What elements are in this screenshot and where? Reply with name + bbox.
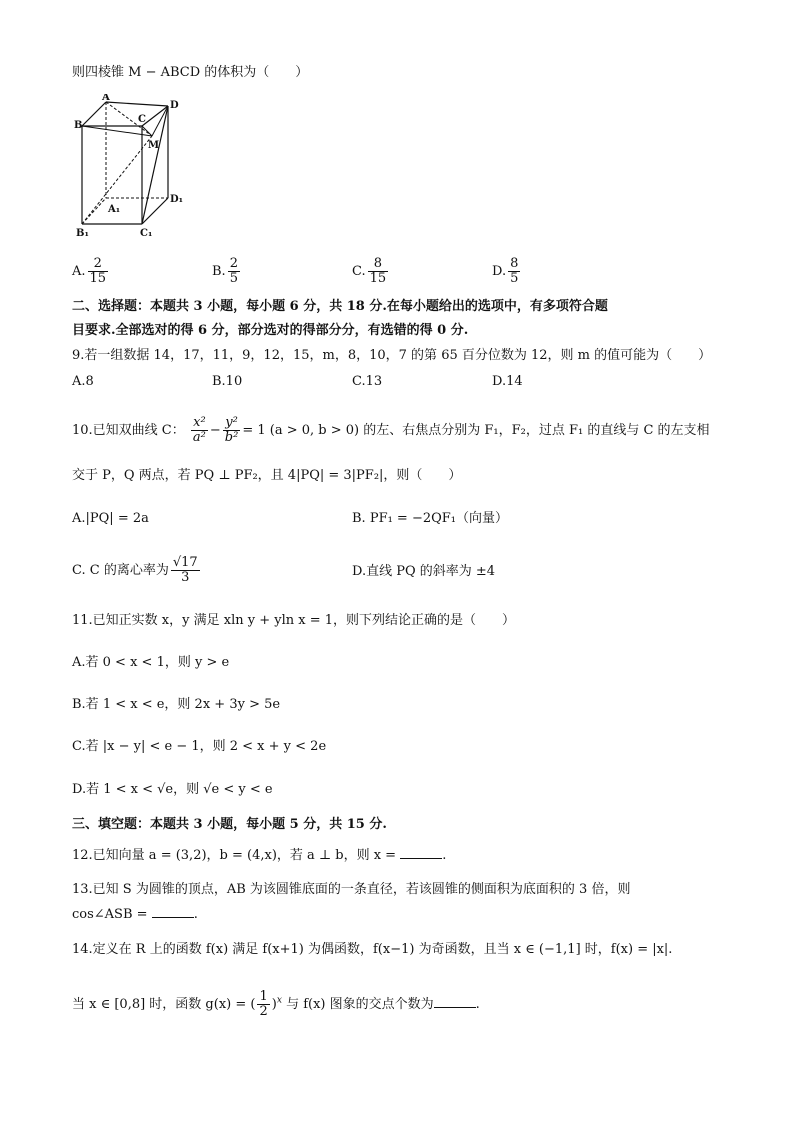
label-M: M — [148, 140, 160, 151]
section3-heading: 三、填空题：本题共 3 小题，每小题 5 分，共 15 分. — [72, 817, 387, 832]
q9-option-d: D.14 — [492, 374, 523, 389]
label-A1: A₁ — [108, 204, 121, 215]
q11-option-a: A.若 0 < x < 1，则 y > e — [72, 655, 230, 670]
q8-option-a: A. $\frac{2}{15}$ — [72, 256, 107, 286]
section2-heading-line2: 目要求.全部选对的得 6 分，部分选对的得部分分，有选错的得 0 分. — [72, 323, 469, 338]
q9-option-a: A.8 — [72, 374, 94, 389]
section2-heading-line1: 二、选择题：本题共 3 小题，每小题 6 分，共 18 分.在每小题给出的选项中，有多项符合题 — [72, 299, 608, 314]
q12-answer-blank[interactable] — [400, 846, 442, 859]
q9-option-b: B.10 — [212, 374, 243, 389]
q10-option-c: C. C 的离心率为 $\frac{√17}{3}$ — [72, 555, 198, 585]
q11-option-d: D.若 1 < x < √e，则 √e < y < e — [72, 782, 273, 797]
label-D1: D₁ — [170, 194, 184, 205]
y2-over-b2: $\frac{\text{y²}}{\text{b²}}$ — [224, 415, 239, 445]
q11-option-b: B.若 1 < x < e，则 2x + 3y > 5e — [72, 697, 281, 712]
label-B1: B₁ — [76, 228, 89, 239]
q11-option-c: C.若 |x − y| < e − 1，则 2 < x + y < 2e — [72, 739, 327, 754]
q10-option-d: D.直线 PQ 的斜率为 ±4 — [352, 564, 496, 579]
label-A: A — [102, 94, 110, 103]
q13-line2: cos∠ASB = . — [72, 907, 198, 922]
q8-stem: 则四棱锥 M − ABCD 的体积为（ ） — [72, 65, 309, 80]
q13-answer-blank[interactable] — [152, 905, 194, 918]
q14-line1: 14.定义在 R 上的函数 f(x) 满足 f(x+1) 为偶函数，f(x−1) 为奇函数，且当 x ∈ (−1,1] 时，f(x) = |x|. — [72, 942, 673, 957]
q9-option-c: C.13 — [352, 374, 383, 389]
q10-stem-line2: 交于 P，Q 两点，若 PQ ⊥ PF₂，且 4|PQ| = 3|PF₂|，则（ ） — [72, 468, 462, 483]
q10-stem-line1: 10.已知双曲线 C： $\frac{\text{x²}}{\text{a²}}$ − $\frac{\text{y²}}{\text{b²}}$ = 1 (a > 0, b > 0) 的左、右焦点分别为 F₁，F₂，过点 F₁ 的直线与 C 的左支相 — [72, 415, 710, 445]
label-C1: C₁ — [140, 228, 153, 239]
q9-stem: 9.若一组数据 14，17，11，9，12，15，m，8，10，7 的第 65 百分位数为 12，则 m 的值可能为（ ） — [72, 348, 712, 363]
q14-line2: 当 x ∈ [0,8] 时，函数 g(x) = ( $\frac{1}{2}$ )$^x$ 与 f(x) 图象的交点个数为 . — [72, 989, 480, 1019]
label-C: C — [138, 114, 146, 125]
q8-option-c: C. $\frac{8}{15}$ — [352, 256, 387, 286]
q8-option-b: B. $\frac{2}{5}$ — [212, 256, 238, 286]
prism-figure — [72, 94, 192, 240]
q10-option-b: B. PF₁ = −2QF₁（向量） — [352, 511, 509, 526]
label-B: B — [74, 120, 83, 131]
q12-stem: 12.已知向量 a = (3,2)，b = (4,x)，若 a ⊥ b，则 x = . — [72, 848, 447, 863]
label-D: D — [170, 100, 179, 111]
x2-over-a2: $\frac{\text{x²}}{\text{a²}}$ — [192, 415, 206, 445]
q10-option-a: A.|PQ| = 2a — [72, 511, 149, 526]
q8-option-d: D. $\frac{8}{5}$ — [492, 256, 519, 286]
q11-stem: 11.已知正实数 x，y 满足 xln y + yln x = 1，则下列结论正确的是（ ） — [72, 613, 516, 628]
q14-answer-blank[interactable] — [434, 995, 476, 1008]
q13-line1: 13.已知 S 为圆锥的顶点，AB 为该圆锥底面的一条直径，若该圆锥的侧面积为底面积的 3 倍，则 — [72, 882, 631, 897]
